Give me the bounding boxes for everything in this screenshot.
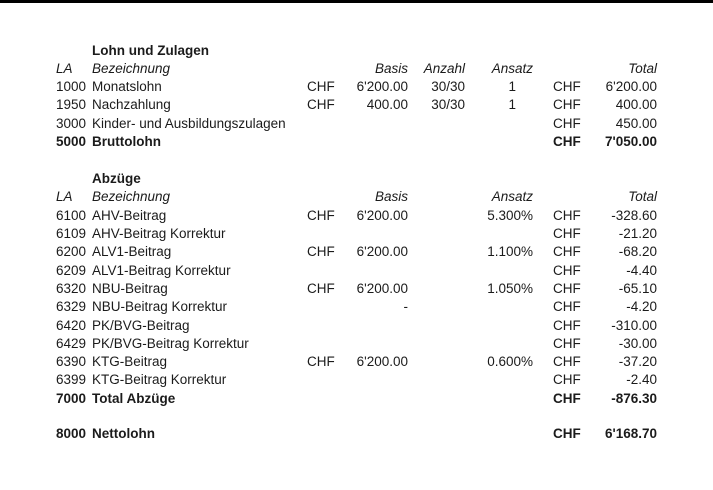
la-code: 6420 xyxy=(56,318,87,333)
currency-label: CHF xyxy=(307,244,335,259)
description: NBU-Beitrag Korrektur xyxy=(92,299,228,314)
column-header-row xyxy=(0,188,713,206)
table-row-total-abzuege xyxy=(0,390,713,408)
top-border-bar xyxy=(0,0,713,3)
ansatz-value: 1.100% xyxy=(487,244,533,259)
table-row xyxy=(0,262,713,280)
currency-label: CHF xyxy=(553,97,581,112)
la-code: 6329 xyxy=(56,299,87,314)
description: NBU-Beitrag xyxy=(92,281,168,296)
currency-label: CHF xyxy=(553,391,581,406)
total-value: 6'168.70 xyxy=(604,426,657,441)
table-row xyxy=(0,335,713,353)
description: Monatslohn xyxy=(92,79,162,94)
header-ansatz: Ansatz xyxy=(491,189,533,204)
la-code: 6429 xyxy=(56,336,87,351)
table-row xyxy=(0,371,713,389)
total-value: -37.20 xyxy=(618,354,657,369)
table-row xyxy=(0,225,713,243)
description: Nettolohn xyxy=(92,426,155,441)
currency-label: CHF xyxy=(553,226,581,241)
total-value: -328.60 xyxy=(611,208,657,223)
total-value: -30.00 xyxy=(618,336,657,351)
table-row xyxy=(0,207,713,225)
header-la: LA xyxy=(56,61,73,76)
la-code: 6320 xyxy=(56,281,87,296)
total-value: -68.20 xyxy=(618,244,657,259)
table-row xyxy=(0,353,713,371)
header-basis: Basis xyxy=(374,61,408,76)
basis-value: 6'200.00 xyxy=(356,354,408,369)
basis-value: 6'200.00 xyxy=(356,281,408,296)
table-row xyxy=(0,280,713,298)
table-row xyxy=(0,243,713,261)
description: Total Abzüge xyxy=(92,391,176,406)
basis-value: 6'200.00 xyxy=(356,208,408,223)
header-total: Total xyxy=(628,189,657,204)
total-value: -876.30 xyxy=(611,391,657,406)
section-title-abzuege: Abzüge xyxy=(92,171,141,186)
total-value: -310.00 xyxy=(611,318,657,333)
table-row xyxy=(0,115,713,133)
total-value: 400.00 xyxy=(615,97,657,112)
table-row xyxy=(0,317,713,335)
description: ALV1-Beitrag Korrektur xyxy=(92,263,231,278)
ansatz-value: 1 xyxy=(508,79,516,94)
la-code: 6200 xyxy=(56,244,87,259)
description: Kinder- und Ausbildungszulagen xyxy=(92,116,286,131)
header-la: LA xyxy=(56,189,73,204)
anzahl-value: 30/30 xyxy=(431,97,465,112)
la-code: 1950 xyxy=(56,97,87,112)
description: Nachzahlung xyxy=(92,97,171,112)
total-value: -4.40 xyxy=(626,263,657,278)
la-code: 6109 xyxy=(56,226,87,241)
table-row-bruttolohn-total xyxy=(0,133,713,151)
la-code: 6100 xyxy=(56,208,87,223)
basis-value: 400.00 xyxy=(366,97,408,112)
currency-label: CHF xyxy=(553,336,581,351)
currency-label: CHF xyxy=(553,281,581,296)
description: Bruttolohn xyxy=(92,134,161,149)
header-anzahl: Anzahl xyxy=(423,61,465,76)
currency-label: CHF xyxy=(553,318,581,333)
header-bezeichnung: Bezeichnung xyxy=(92,189,171,204)
total-value: -65.10 xyxy=(618,281,657,296)
anzahl-value: 30/30 xyxy=(431,79,465,94)
basis-value: 6'200.00 xyxy=(356,244,408,259)
la-code: 3000 xyxy=(56,116,87,131)
section-title-lohn-und-zulagen: Lohn und Zulagen xyxy=(92,43,209,58)
table-row xyxy=(0,298,713,316)
la-code: 6399 xyxy=(56,372,87,387)
description: KTG-Beitrag xyxy=(92,354,168,369)
total-value: 450.00 xyxy=(615,116,657,131)
la-code: 5000 xyxy=(56,134,87,149)
description: PK/BVG-Beitrag xyxy=(92,318,190,333)
total-value: -21.20 xyxy=(618,226,657,241)
currency-label: CHF xyxy=(553,426,581,441)
total-value: -2.40 xyxy=(626,372,657,387)
ansatz-value: 1.050% xyxy=(487,281,533,296)
table-row xyxy=(0,96,713,114)
header-basis: Basis xyxy=(374,189,408,204)
currency-label: CHF xyxy=(307,97,335,112)
total-value: -4.20 xyxy=(626,299,657,314)
basis-value: - xyxy=(403,299,408,314)
total-value: 6'200.00 xyxy=(605,79,657,94)
header-total: Total xyxy=(628,61,657,76)
description: AHV-Beitrag Korrektur xyxy=(92,226,226,241)
la-code: 1000 xyxy=(56,79,87,94)
table-row xyxy=(0,78,713,96)
la-code: 6390 xyxy=(56,354,87,369)
ansatz-value: 5.300% xyxy=(487,208,533,223)
total-value: 7'050.00 xyxy=(604,134,657,149)
la-code: 6209 xyxy=(56,263,87,278)
ansatz-value: 0.600% xyxy=(487,354,533,369)
currency-label: CHF xyxy=(553,299,581,314)
currency-label: CHF xyxy=(553,134,581,149)
currency-label: CHF xyxy=(553,208,581,223)
currency-label: CHF xyxy=(553,354,581,369)
currency-label: CHF xyxy=(553,244,581,259)
table-row-nettolohn xyxy=(0,425,713,443)
description: KTG-Beitrag Korrektur xyxy=(92,372,227,387)
currency-label: CHF xyxy=(307,354,335,369)
la-code: 8000 xyxy=(56,426,87,441)
ansatz-value: 1 xyxy=(508,97,516,112)
currency-label: CHF xyxy=(553,116,581,131)
currency-label: CHF xyxy=(307,281,335,296)
basis-value: 6'200.00 xyxy=(356,79,408,94)
description: ALV1-Beitrag xyxy=(92,244,172,259)
header-bezeichnung: Bezeichnung xyxy=(92,61,171,76)
currency-label: CHF xyxy=(553,263,581,278)
currency-label: CHF xyxy=(307,79,335,94)
currency-label: CHF xyxy=(307,208,335,223)
currency-label: CHF xyxy=(553,372,581,387)
column-header-row xyxy=(0,60,713,78)
description: PK/BVG-Beitrag Korrektur xyxy=(92,336,249,351)
currency-label: CHF xyxy=(553,79,581,94)
description: AHV-Beitrag xyxy=(92,208,167,223)
header-ansatz: Ansatz xyxy=(491,61,533,76)
la-code: 7000 xyxy=(56,391,87,406)
